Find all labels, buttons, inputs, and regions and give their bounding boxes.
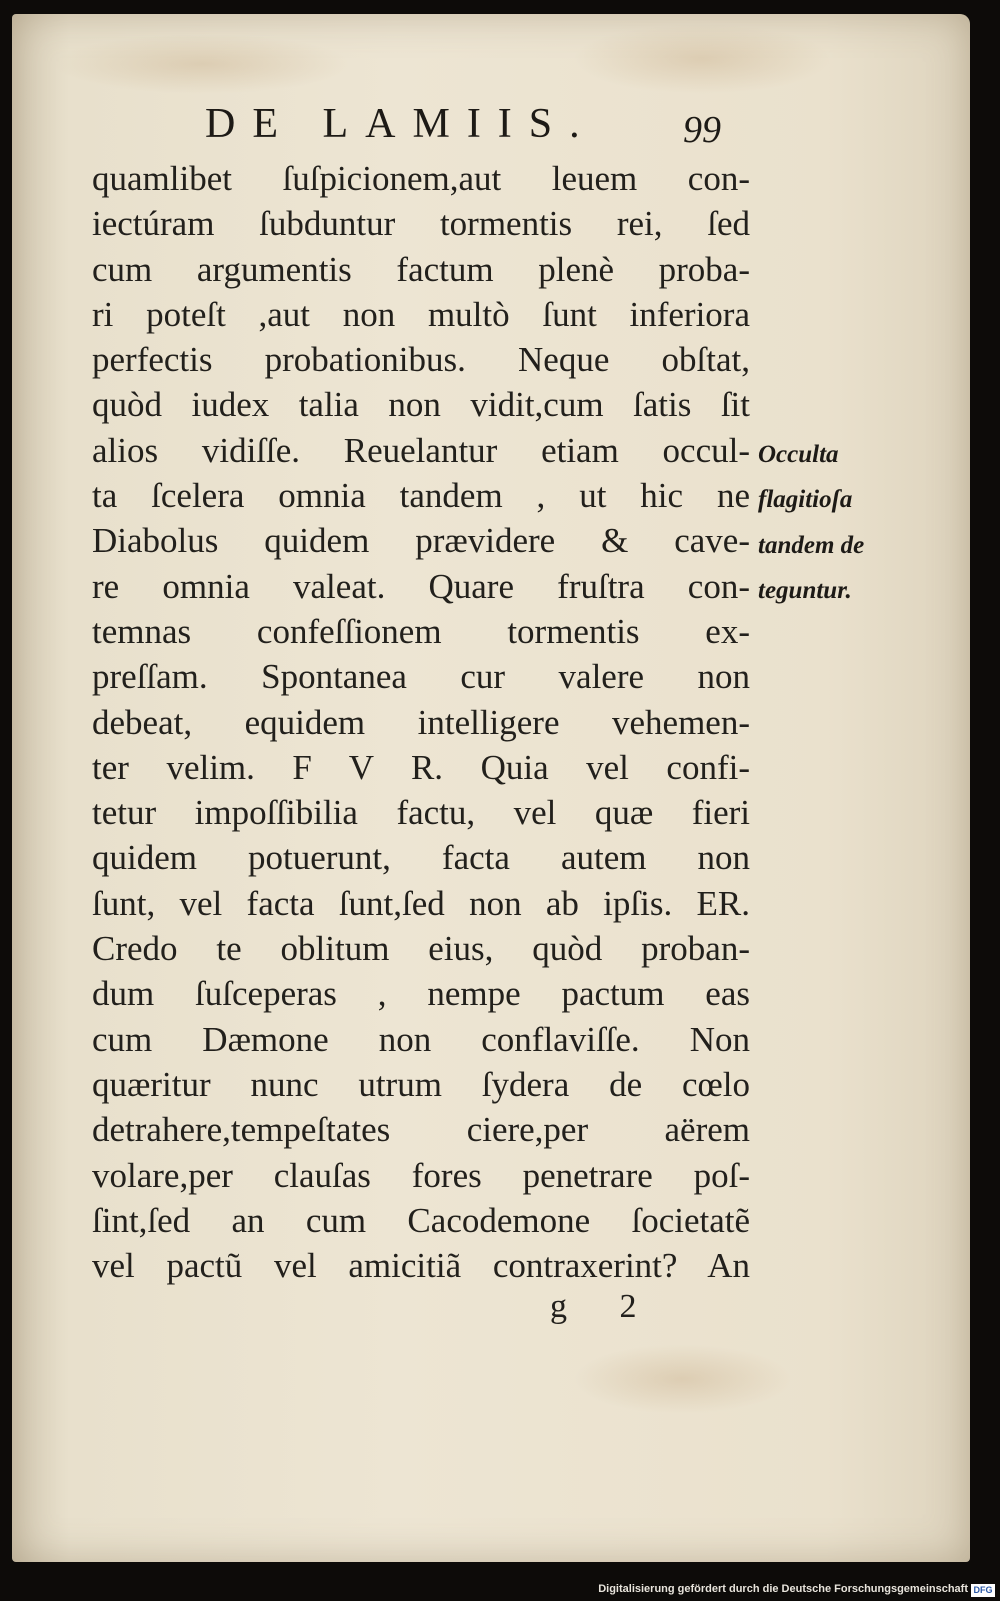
text-line: ter velim. F V R. Quia vel confi- — [92, 747, 750, 787]
text-line: cum Dæmone non conflaviſſe. Non — [92, 1019, 750, 1059]
text-line: ſunt, vel facta ſunt,ſed non ab ipſis. ER. — [92, 883, 750, 923]
text-line: iectúram ſubduntur tormentis rei, ſed — [92, 204, 750, 244]
paper-stain — [572, 24, 832, 94]
text-line: temnas confeſſionem tormentis ex- — [92, 611, 750, 651]
text-line: tetur impoſſibilia factu, vel quæ fieri — [92, 793, 750, 833]
marginal-note-line: Occulta — [758, 441, 839, 468]
text-line: debeat, equidem intelligere vehemen- — [92, 702, 750, 742]
text-line: Credo te oblitum eius, quòd proban- — [92, 929, 750, 969]
text-line: volare,per clauſas fores penetrare poſ- — [92, 1155, 750, 1195]
page-number: 99 — [683, 109, 721, 151]
text-line: preſſam. Spontanea cur valere non — [92, 657, 750, 697]
marginal-note-line: flagitioſa — [758, 486, 853, 514]
marginal-note-line: tandem de — [758, 531, 865, 559]
text-line: Diabolus quidem prævidere & cave- — [92, 521, 750, 561]
text-line: dum ſuſceperas , nempe pactum eas — [92, 974, 750, 1014]
marginal-note-line: teguntur. — [758, 576, 852, 604]
text-line: quamlibet ſuſpicionem,aut leuem con- — [92, 159, 750, 198]
text-line: ſint,ſed an cum Cacodemone ſocietatẽ — [92, 1200, 750, 1240]
text-line: ta ſcelera omnia tandem , ut hic ne — [92, 476, 750, 516]
running-title: DE LAMIIS. — [205, 101, 597, 147]
signature-mark: g 2 — [550, 1288, 659, 1325]
text-line: perfectis probationibus. Neque obſtat, — [92, 340, 750, 380]
paper-stain — [572, 1344, 792, 1414]
paper-stain — [52, 34, 352, 94]
text-line: quidem potuerunt, facta autem non — [92, 838, 750, 878]
text-line: re omnia valeat. Quare fruſtra con- — [92, 566, 750, 606]
text-line: alios vidiſſe. Reuelantur etiam occul- — [92, 430, 750, 470]
page-header — [205, 100, 765, 160]
text-line: quæritur nunc utrum ſydera de cœlo — [92, 1064, 750, 1104]
text-line: vel pactũ vel amicitiã contraxerint? An — [92, 1246, 750, 1286]
funding-credit: Digitalisierung gefördert durch die Deutsche Forschungsgemeinschaft — [598, 1583, 968, 1595]
text-line: ri poteſt ,aut non multò ſunt inferiora — [92, 294, 750, 334]
body-text — [92, 156, 750, 1288]
text-line: detrahere,tempeſtates ciere,per aërem — [92, 1110, 750, 1150]
text-line: quòd iudex talia non vidit,cum ſatis ſit — [92, 385, 750, 425]
text-line: cum argumentis factum plenè proba- — [92, 249, 750, 289]
dfg-logo: DFG — [971, 1584, 995, 1597]
footer-bar — [0, 1582, 1000, 1601]
marginal-note — [758, 432, 908, 613]
